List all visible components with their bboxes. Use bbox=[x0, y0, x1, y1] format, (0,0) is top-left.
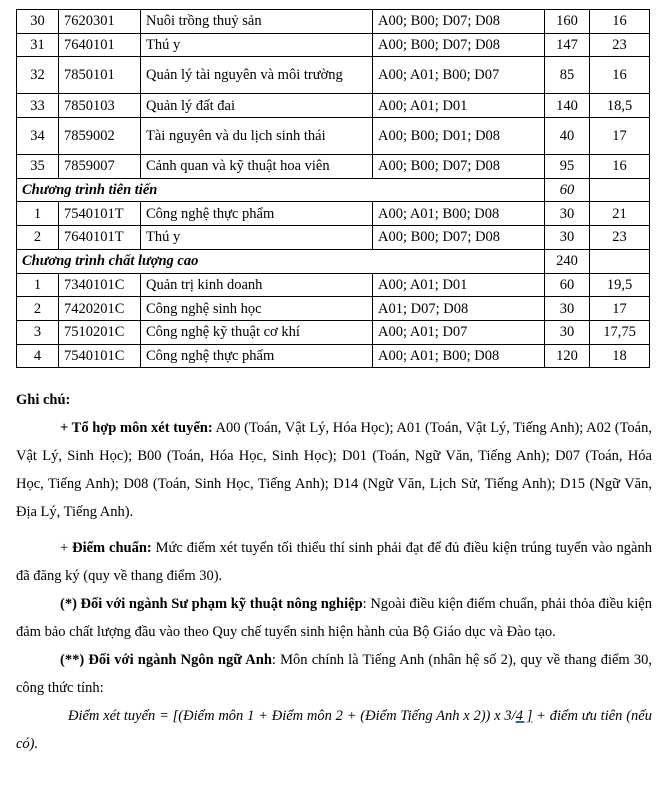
section-quota: 240 bbox=[545, 249, 590, 273]
cell-quota: 60 bbox=[545, 273, 590, 297]
section-title: Chương trình chất lượng cao bbox=[17, 249, 545, 273]
table-row bbox=[17, 94, 650, 118]
note-combinations-label: + Tổ hợp môn xét tuyển: bbox=[60, 420, 213, 436]
cell-quota: 160 bbox=[545, 10, 590, 34]
cell-stt: 34 bbox=[17, 118, 59, 155]
cell-stt: 3 bbox=[17, 320, 59, 344]
section-row bbox=[17, 249, 650, 273]
section-row bbox=[17, 178, 650, 202]
note-agri-education-text: : Ngoài điều kiện điểm chuẩn, phải thỏa điều kiện đảm bảo chất lượng đầu vào theo Quy chế tuyển sinh hiện hành của Bộ Giáo dục và Đào tạo. bbox=[16, 596, 652, 640]
cell-score: 17 bbox=[590, 297, 650, 321]
cell-major-name: Thú y bbox=[141, 226, 373, 250]
table-row bbox=[17, 273, 650, 297]
cell-combinations: A00; B00; D07; D08 bbox=[373, 226, 545, 250]
table-row bbox=[17, 118, 650, 155]
cell-stt: 4 bbox=[17, 344, 59, 368]
cell-quota: 30 bbox=[545, 226, 590, 250]
cell-combinations: A00; A01; B00; D07 bbox=[373, 57, 545, 94]
note-benchmark-prefix: + bbox=[60, 540, 69, 556]
cell-code: 7540101T bbox=[59, 202, 141, 226]
table-row bbox=[17, 57, 650, 94]
cell-score: 16 bbox=[590, 10, 650, 34]
cell-combinations: A00; A01; D01 bbox=[373, 94, 545, 118]
cell-code: 7620301 bbox=[59, 10, 141, 34]
cell-code: 7510201C bbox=[59, 320, 141, 344]
cell-quota: 30 bbox=[545, 297, 590, 321]
cell-major-name: Quản trị kinh doanh bbox=[141, 273, 373, 297]
cell-major-name: Quản lý đất đai bbox=[141, 94, 373, 118]
cell-stt: 1 bbox=[17, 202, 59, 226]
cell-major-name: Thú y bbox=[141, 33, 373, 57]
cell-code: 7640101 bbox=[59, 33, 141, 57]
cell-combinations: A00; A01; D07 bbox=[373, 320, 545, 344]
note-combinations-text: A00 (Toán, Vật Lý, Hóa Học); A01 (Toán, Vật Lý, Tiếng Anh); A02 (Toán, Vật Lý, Sinh Học); B00 (Toán, Hóa Học, Sinh Học); D01 (Toán, Ngữ Văn, Tiếng Anh); D07 (Toán, Hóa Học, Tiếng Anh); D08 (Toán, Sinh Học, Tiếng Anh); D14 (Ngữ Văn, Lịch Sử, Tiếng Anh); D15 (Ngữ Văn, Địa Lý, Tiếng Anh). bbox=[16, 420, 652, 520]
table-row bbox=[17, 10, 650, 34]
table-row bbox=[17, 344, 650, 368]
cell-stt: 31 bbox=[17, 33, 59, 57]
note-benchmark-label: Điểm chuẩn: bbox=[68, 540, 152, 556]
cell-major-name: Nuôi trồng thuỷ sản bbox=[141, 10, 373, 34]
formula-part-a: Điểm xét tuyển = [(Điểm môn 1 + Điểm môn 2 + (Điểm Tiếng Anh x 2)) x 3/ bbox=[68, 708, 516, 724]
cell-major-name: Quản lý tài nguyên và môi trường bbox=[141, 57, 373, 94]
table-row bbox=[17, 320, 650, 344]
note-english-label: (**) Đối với ngành Ngôn ngữ Anh bbox=[60, 652, 272, 668]
cell-code: 7850103 bbox=[59, 94, 141, 118]
cell-score: 16 bbox=[590, 155, 650, 179]
cell-combinations: A00; A01; B00; D08 bbox=[373, 202, 545, 226]
cell-major-name: Công nghệ thực phẩm bbox=[141, 344, 373, 368]
cell-score: 23 bbox=[590, 33, 650, 57]
table-row bbox=[17, 297, 650, 321]
cell-quota: 147 bbox=[545, 33, 590, 57]
cell-quota: 40 bbox=[545, 118, 590, 155]
section-quota: 60 bbox=[545, 178, 590, 202]
cell-combinations: A00; B00; D01; D08 bbox=[373, 118, 545, 155]
note-benchmark-text: Mức điểm xét tuyển tối thiểu thí sinh phải đạt để đủ điều kiện trúng tuyển vào ngành đã đăng ký (quy về thang điểm 30). bbox=[16, 540, 652, 584]
cell-code: 7420201C bbox=[59, 297, 141, 321]
cell-code: 7850101 bbox=[59, 57, 141, 94]
cell-major-name: Công nghệ sinh học bbox=[141, 297, 373, 321]
section-empty bbox=[590, 249, 650, 273]
cell-quota: 30 bbox=[545, 320, 590, 344]
cell-combinations: A00; B00; D07; D08 bbox=[373, 10, 545, 34]
cell-code: 7340101C bbox=[59, 273, 141, 297]
cell-code: 7640101T bbox=[59, 226, 141, 250]
cell-quota: 120 bbox=[545, 344, 590, 368]
cell-stt: 2 bbox=[17, 226, 59, 250]
note-formula bbox=[16, 702, 652, 758]
table-row bbox=[17, 155, 650, 179]
cell-stt: 33 bbox=[17, 94, 59, 118]
section-title: Chương trình tiên tiến bbox=[17, 178, 545, 202]
table-row bbox=[17, 33, 650, 57]
cell-combinations: A00; A01; D01 bbox=[373, 273, 545, 297]
table-body bbox=[17, 10, 650, 368]
formula-underlined: 4 ] bbox=[515, 708, 533, 724]
note-benchmark bbox=[16, 534, 652, 590]
cell-major-name: Tài nguyên và du lịch sinh thái bbox=[141, 118, 373, 155]
section-empty bbox=[590, 178, 650, 202]
cell-stt: 2 bbox=[17, 297, 59, 321]
note-agri-education bbox=[16, 590, 652, 646]
notes-title: Ghi chú: bbox=[16, 392, 71, 408]
table-row bbox=[17, 226, 650, 250]
cell-combinations: A00; B00; D07; D08 bbox=[373, 33, 545, 57]
notes-section bbox=[16, 386, 652, 758]
cell-score: 17 bbox=[590, 118, 650, 155]
cell-code: 7859002 bbox=[59, 118, 141, 155]
cell-score: 18,5 bbox=[590, 94, 650, 118]
note-combinations bbox=[16, 414, 652, 526]
cell-combinations: A00; A01; B00; D08 bbox=[373, 344, 545, 368]
cell-major-name: Công nghệ thực phẩm bbox=[141, 202, 373, 226]
cell-score: 19,5 bbox=[590, 273, 650, 297]
cell-code: 7859007 bbox=[59, 155, 141, 179]
cell-combinations: A01; D07; D08 bbox=[373, 297, 545, 321]
cell-score: 17,75 bbox=[590, 320, 650, 344]
cell-combinations: A00; B00; D07; D08 bbox=[373, 155, 545, 179]
cell-score: 21 bbox=[590, 202, 650, 226]
cell-code: 7540101C bbox=[59, 344, 141, 368]
cell-stt: 32 bbox=[17, 57, 59, 94]
cell-score: 16 bbox=[590, 57, 650, 94]
cell-stt: 35 bbox=[17, 155, 59, 179]
cell-stt: 30 bbox=[17, 10, 59, 34]
cell-quota: 30 bbox=[545, 202, 590, 226]
cell-score: 23 bbox=[590, 226, 650, 250]
cell-quota: 95 bbox=[545, 155, 590, 179]
cell-quota: 140 bbox=[545, 94, 590, 118]
cell-score: 18 bbox=[590, 344, 650, 368]
cell-major-name: Cảnh quan và kỹ thuật hoa viên bbox=[141, 155, 373, 179]
note-agri-education-label: (*) Đối với ngành Sư phạm kỹ thuật nông nghiệp bbox=[60, 596, 363, 612]
note-english-text: : Môn chính là Tiếng Anh (nhân hệ số 2), quy về thang điểm 30, công thức tính: bbox=[16, 652, 652, 696]
table-row bbox=[17, 202, 650, 226]
formula-part-b: + điểm ưu tiên (nếu có). bbox=[16, 708, 652, 752]
admission-table bbox=[16, 9, 650, 368]
cell-stt: 1 bbox=[17, 273, 59, 297]
note-english bbox=[16, 646, 652, 702]
cell-quota: 85 bbox=[545, 57, 590, 94]
cell-major-name: Công nghệ kỹ thuật cơ khí bbox=[141, 320, 373, 344]
